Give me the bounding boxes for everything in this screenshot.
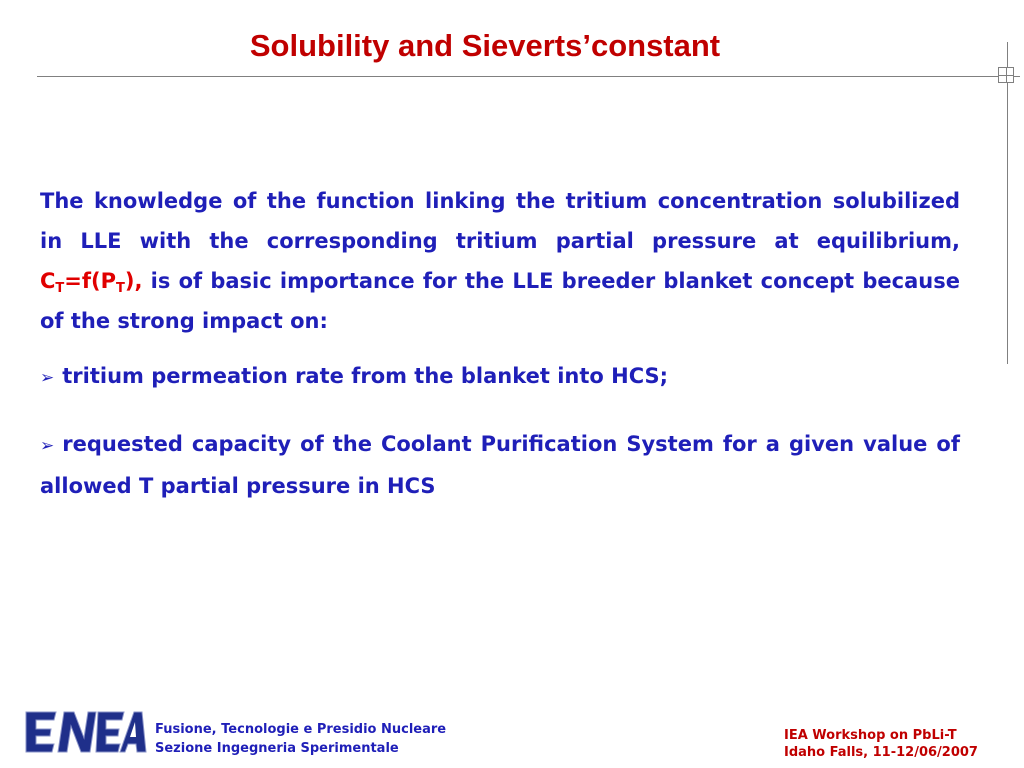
bullet-text: requested capacity of the Coolant Purification System for a given value of allowed T partial pressure in HCS: [40, 432, 960, 498]
bullet-text: tritium permeation rate from the blanket into HCS;: [62, 364, 669, 388]
slide-title: Solubility and Sieverts’constant: [249, 28, 721, 63]
arrow-bullet-icon: ➢: [40, 436, 55, 456]
bullet-item: [40, 356, 960, 398]
formula-close: ),: [124, 269, 143, 293]
intro-paragraph: [40, 181, 960, 341]
corner-cross-mark: [998, 67, 1014, 83]
arrow-bullet-icon: ➢: [40, 368, 55, 388]
enea-logo: [24, 708, 148, 754]
intro-text-1: The knowledge of the function linking the tritium concentration solubilized in LLE with the corresponding tritium partial pressure at equilibrium,: [40, 189, 960, 253]
formula-ct: [40, 269, 143, 296]
bullet-item: [40, 424, 960, 506]
right-rule: [1007, 42, 1008, 364]
workshop-title: IEA Workshop on PbLi-T: [784, 728, 957, 743]
intro-text-2: is of basic importance for the LLE breeder blanket concept because of the strong impact on:: [40, 269, 960, 333]
workshop-info: [784, 727, 978, 761]
formula-eq: =f(P: [64, 269, 117, 293]
organization-block: [155, 720, 446, 758]
formula-c-sub: T: [55, 281, 65, 296]
workshop-location-date: Idaho Falls, 11-12/06/2007: [784, 745, 978, 760]
formula-p-sub: T: [116, 281, 125, 296]
formula-c: C: [40, 269, 56, 293]
org-line-2: Sezione Ingegneria Sperimentale: [155, 741, 399, 756]
slide-body: [40, 181, 960, 506]
title-rule: [37, 76, 1020, 77]
org-line-1: Fusione, Tecnologie e Presidio Nucleare: [155, 722, 447, 737]
